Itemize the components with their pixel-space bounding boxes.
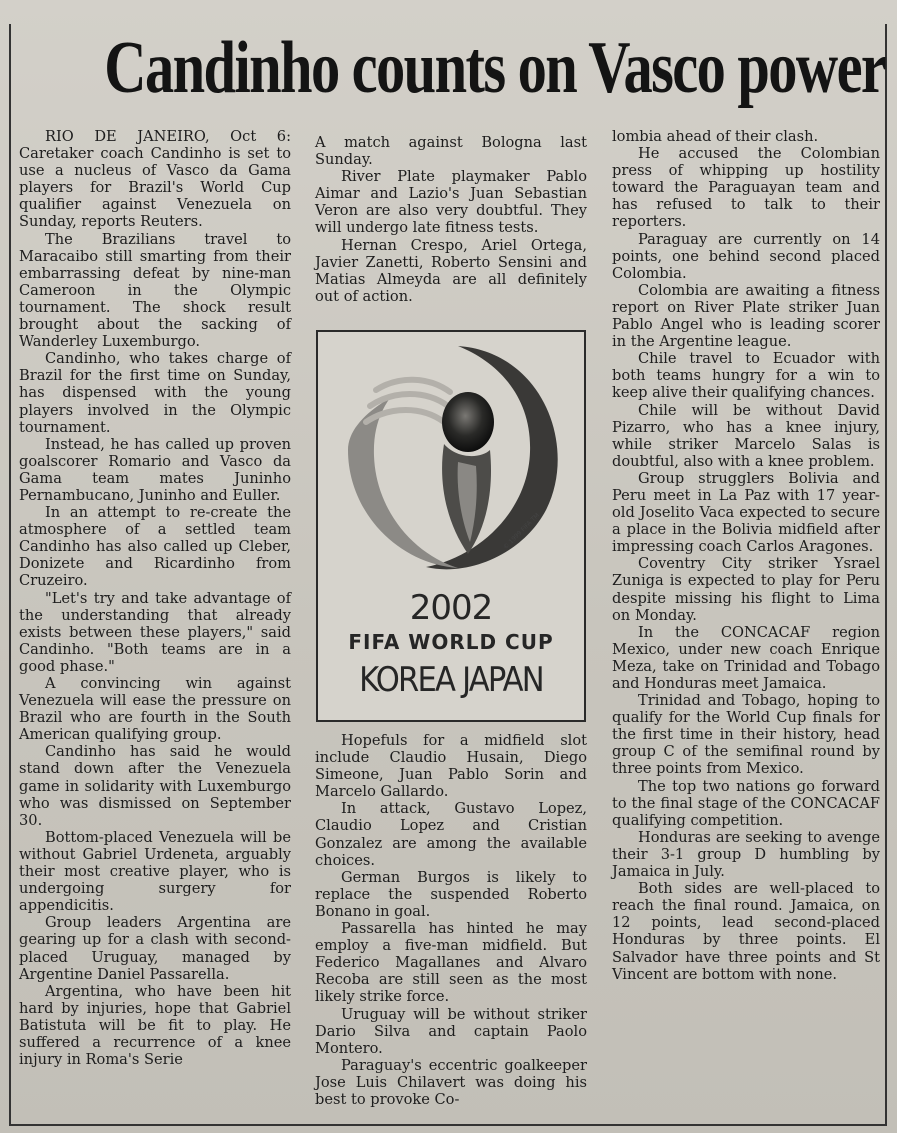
bottom-rule <box>9 1124 887 1126</box>
article-column-2-top <box>315 134 587 305</box>
paragraph: Uruguay will be without striker Dario Silva and captain Paolo Montero. <box>315 1005 587 1057</box>
logo-host-nations: KOREA JAPAN <box>359 660 543 700</box>
paragraph: Colombia are awaiting a fitness report on River Plate striker Juan Pablo Angel who is leading scorer in the Argentine league. <box>612 281 880 351</box>
paragraph: Bottom-placed Venezuela will be without Gabriel Urdeneta, arguably their most creative player, who is undergoing surgery for appendicitis. <box>19 828 291 915</box>
logo-event-name: FIFA WORLD CUP <box>348 630 554 654</box>
paragraph: Paraguay's eccentric goalkeeper Jose Luis Chilavert was doing his best to provoke Co- <box>315 1056 587 1108</box>
paragraph: In the CONCACAF region Mexico, under new coach Enrique Meza, take on Trinidad and Tobago and Honduras meet Jamaica. <box>612 623 880 692</box>
paragraph: Argentina, who have been hit hard by injuries, hope that Gabriel Batistuta will be fit to play. He suffered a recurrence of a knee injury in Roma's Serie <box>19 982 291 1069</box>
logo-copyright: © 1999 FIFA TM <box>502 512 541 551</box>
paragraph: Chile travel to Ecuador with both teams hungry for a win to keep alive their qualifying chances. <box>612 350 880 402</box>
paragraph: A match against Bologna last Sunday. <box>315 134 587 169</box>
paragraph: In attack, Gustavo Lopez, Claudio Lopez and Cristian Gonzalez are among the available choices. <box>315 800 587 869</box>
article-column-1 <box>19 128 291 1068</box>
column-rule-left <box>9 24 11 1126</box>
paragraph: Group leaders Argentina are gearing up for a clash with second-placed Uruguay, managed by Argentine Daniel Passarella. <box>19 914 291 983</box>
paragraph: Hopefuls for a midfield slot include Claudio Husain, Diego Simeone, Juan Pablo Sorin and Marcelo Gallardo. <box>315 732 587 801</box>
paragraph: He accused the Colombian press of whipping up hostility toward the Paraguayan team and has refused to talk to their reporters. <box>612 145 880 231</box>
paragraph: Hernan Crespo, Ariel Ortega, Javier Zanetti, Roberto Sensini and Matias Almeyda are all definitely out of action. <box>315 236 587 305</box>
ball <box>442 392 494 452</box>
article-column-2-bottom <box>315 732 587 1108</box>
paragraph: Group strugglers Bolivia and Peru meet in La Paz with 17 year-old Joselito Vaca expected to secure a place in the Bolivia midfield after impressing coach Carlos Aragones. <box>612 469 880 556</box>
paragraph: German Burgos is likely to replace the suspended Roberto Bonano in goal. <box>315 868 587 920</box>
paragraph: "Let's try and take advantage of the understanding that already exists between these players," said Candinho. "Both teams are in a good phase." <box>19 589 291 675</box>
paragraph: Coventry City striker Ysrael Zuniga is expected to play for Peru despite missing his flight to Lima on Monday. <box>612 555 880 624</box>
paragraph: RIO DE JANEIRO, Oct 6: Caretaker coach Candinho is set to use a nucleus of Vasco da Gama players for Brazil's World Cup qualifier against Venezuela on Sunday, reports Reuters. <box>19 128 291 231</box>
paragraph: Candinho, who takes charge of Brazil for the first time on Sunday, has dispensed with the young players involved in the Olympic tournament. <box>19 350 291 436</box>
paragraph: lombia ahead of their clash. <box>612 128 819 145</box>
paragraph: The Brazilians travel to Maracaibo still smarting from their embarrassing defeat by nine-man Cameroon in the Olympic tournament. The shock result brought about the sacking of Wanderley Luxemburgo. <box>19 230 291 351</box>
paragraph: River Plate playmaker Pablo Aimar and Lazio's Juan Sebastian Veron are also very doubtful. They will undergo late fitness tests. <box>315 168 587 237</box>
paragraph: Passarella has hinted he may employ a five-man midfield. But Federico Magallanes and Alvaro Recoba are still seen as the most likely strike force. <box>315 920 587 1006</box>
paragraph: In an attempt to re-create the atmosphere of a settled team Candinho has also called up Cleber, Donizete and Ricardinho from Cruzeiro. <box>19 504 291 590</box>
column-rule-right <box>885 24 887 1126</box>
paragraph: Both sides are well-placed to reach the final round. Jamaica, on 12 points, lead second-placed Honduras by three points. El Salvador have three points and St Vincent are bottom with none. <box>612 880 880 983</box>
paragraph: Paraguay are currently on 14 points, one behind second placed Colombia. <box>612 230 880 282</box>
logo-year: 2002 <box>409 588 493 628</box>
paragraph: Candinho has said he would stand down after the Venezuela game in solidarity with Luxemburgo who was dismissed on September 30. <box>19 743 291 829</box>
paragraph: Trinidad and Tobago, hoping to qualify for the World Cup finals for the first time in their history, head group C of the semifinal round by three points from Mexico. <box>612 692 880 778</box>
paragraph: The top two nations go forward to the final stage of the CONCACAF qualifying competition. <box>612 777 880 829</box>
article-column-3 <box>612 128 880 983</box>
paragraph: Honduras are seeking to avenge their 3-1 group D humbling by Jamaica in July. <box>612 828 880 881</box>
paragraph: A convincing win against Venezuela will ease the pressure on Brazil who are fourth in the South American qualifying group. <box>19 675 291 744</box>
paragraph: Instead, he has called up proven goalscorer Romario and Vasco da Gama team mates Juninho Pernambucano, Juninho and Euller. <box>19 435 291 504</box>
world-cup-logo <box>316 330 586 722</box>
left-stripes <box>366 380 450 422</box>
paragraph: Chile will be without David Pizarro, who has a knee injury, while striker Marcelo Salas is doubtful, also with a knee problem. <box>612 401 880 470</box>
headline: Candinho counts on Vasco power <box>104 27 886 109</box>
world-cup-trophy-emblem <box>318 332 584 588</box>
